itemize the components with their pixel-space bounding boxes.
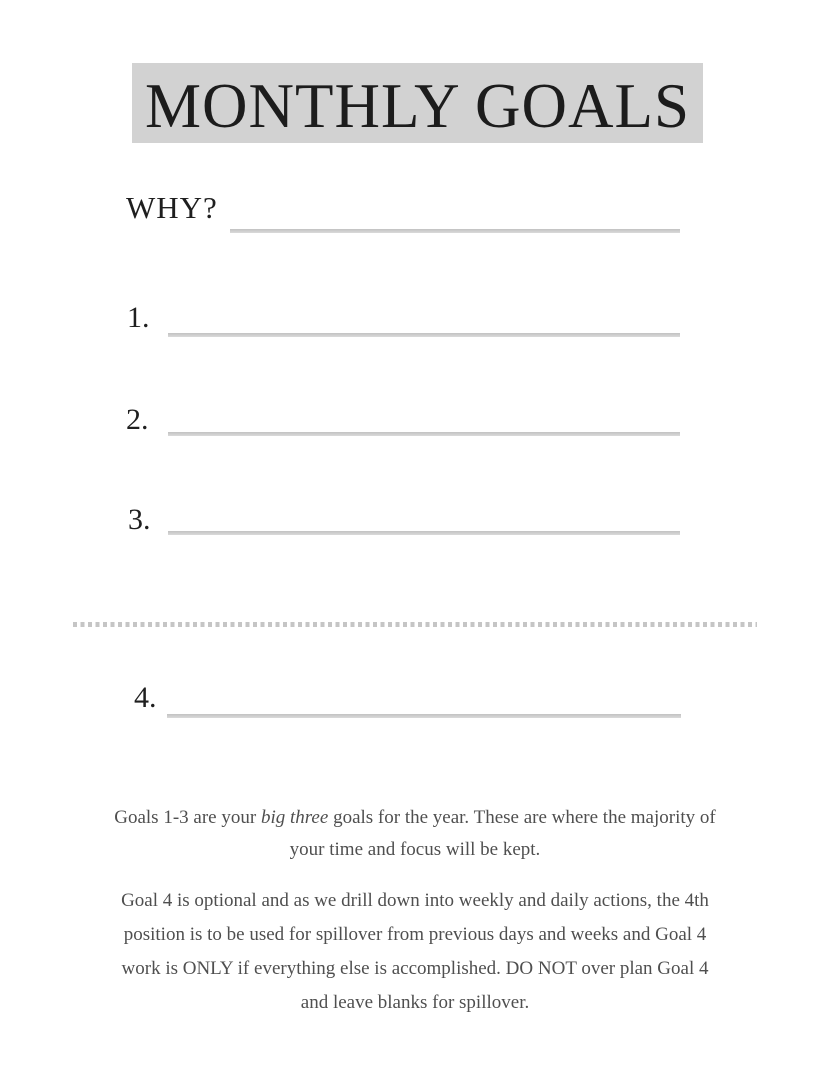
goal-2-answer-line [168,432,680,436]
page-title: MONTHLY GOALS [144,70,691,141]
goal-1-answer-line [168,333,680,337]
notes-line: Goal 4 is optional and as we drill down into weekly and daily actions, the 4th [121,890,709,911]
notes-line: your time and focus will be kept. [289,839,541,860]
notes-text: Goals 1-3 are your [114,807,261,828]
notes-line: and leave blanks for spillover. [300,992,530,1013]
notes-paragraph-1 [7,802,823,866]
why-label: WHY? [126,190,218,225]
notes-line: work is ONLY if everything else is accomplished. DO NOT over plan Goal 4 [121,958,709,979]
dotted-divider [73,622,757,627]
title-banner [132,63,703,143]
notes-paragraph-2 [7,884,823,1020]
notes-line [7,802,823,834]
notes-emphasis: big three [260,807,329,828]
notes-text: goals for the year. These are where the majority of [328,807,716,828]
goal-4-answer-line [167,714,681,718]
goal-3-number: 3. [128,503,151,536]
goal-1-number: 1. [127,301,150,334]
goal-4-number: 4. [134,681,157,714]
why-answer-line [230,229,680,233]
goal-3-answer-line [168,531,680,535]
notes-line: position is to be used for spillover from previous days and weeks and Goal 4 [123,924,707,945]
goal-2-number: 2. [126,403,149,436]
